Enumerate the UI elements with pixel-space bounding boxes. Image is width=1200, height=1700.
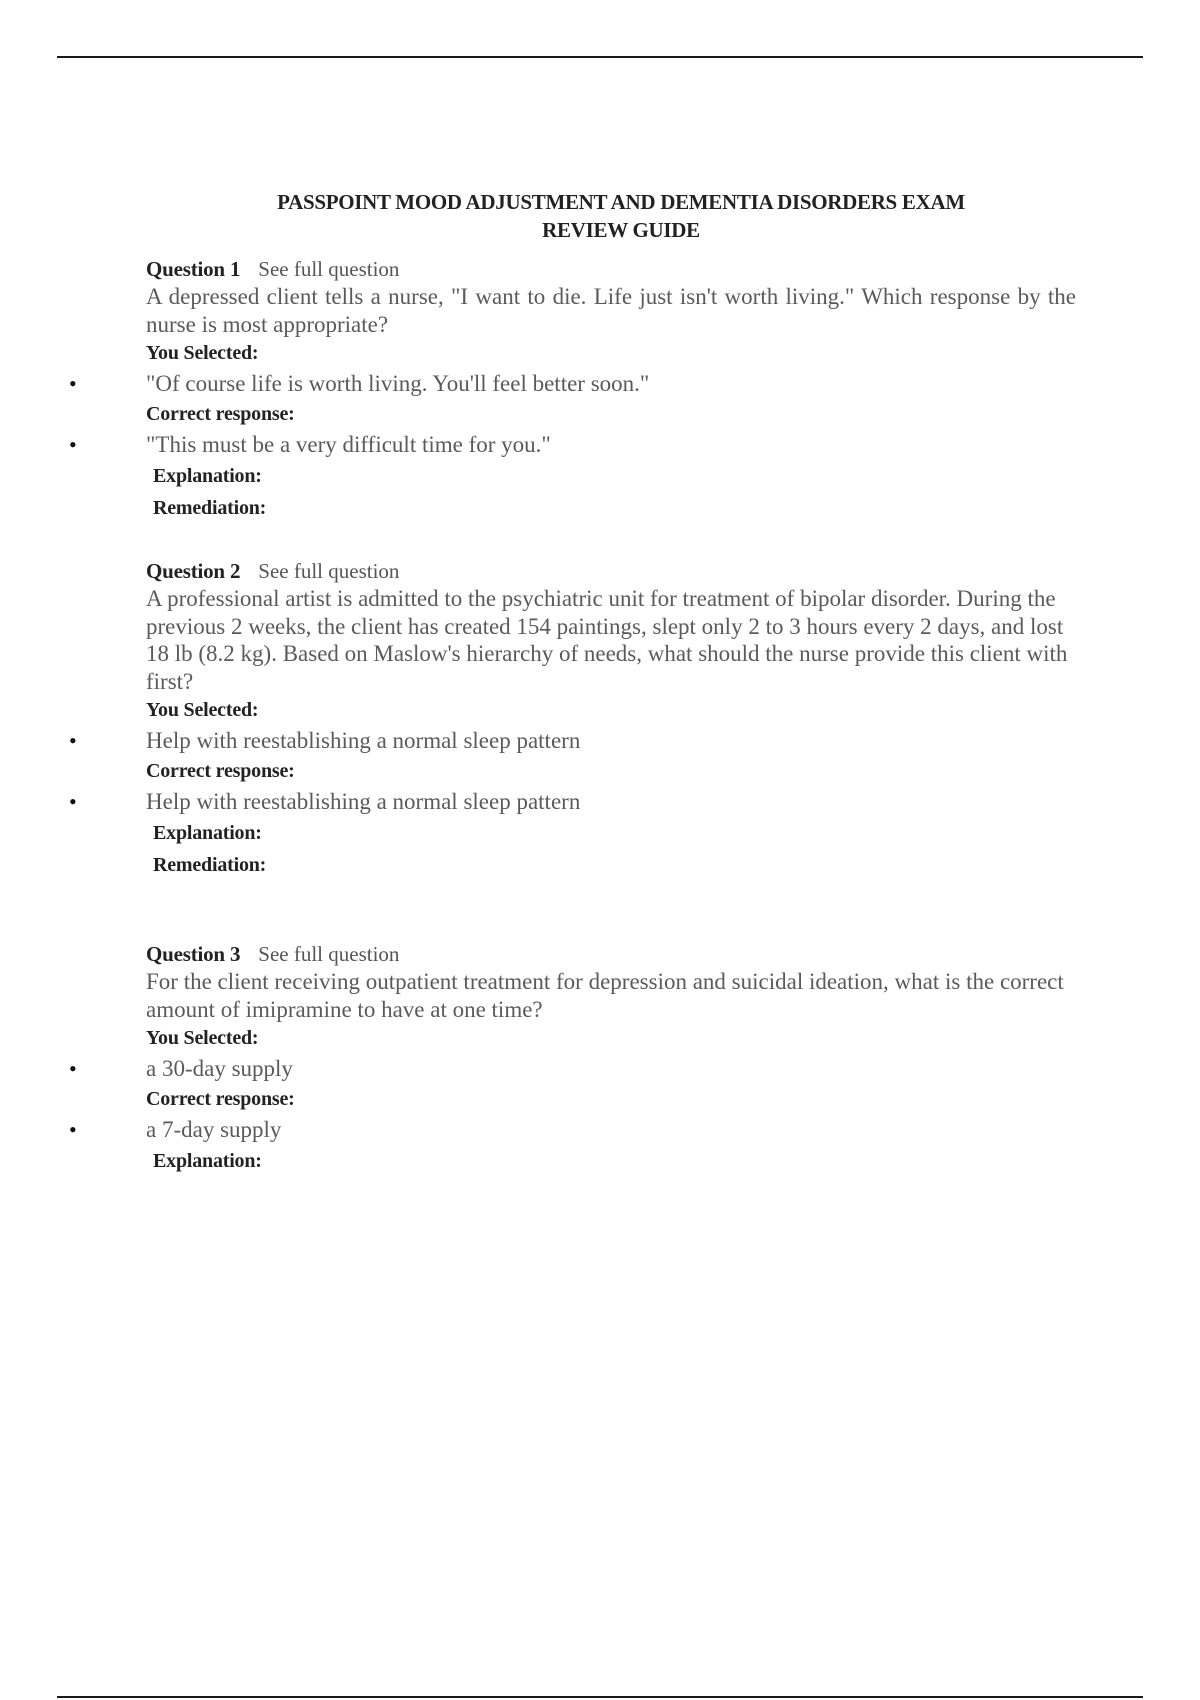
top-rule — [57, 56, 1143, 58]
you-selected-label: You Selected: — [146, 699, 259, 721]
correct-response-label: Correct response: — [146, 403, 295, 425]
question-stem: A depressed client tells a nurse, "I want to die. Life just isn't worth living." Which response by the nurse is most appropriate? — [146, 284, 1076, 337]
see-full-question-link[interactable]: See full question — [258, 559, 400, 583]
document-title — [146, 188, 1096, 244]
correct-answer-text: "This must be a very difficult time for you." — [146, 432, 551, 457]
correct-response-label: Correct response: — [146, 1088, 295, 1110]
see-full-question-link[interactable]: See full question — [258, 257, 400, 281]
question-2 — [69, 557, 1076, 881]
question-header — [146, 255, 1076, 283]
selected-answer-text: Help with reestablishing a normal sleep pattern — [146, 728, 581, 753]
remediation-label: Remediation: — [153, 854, 267, 876]
correct-answer — [69, 429, 1076, 460]
correct-response-label: Correct response: — [146, 760, 295, 782]
question-stem: A professional artist is admitted to the psychiatric unit for treatment of bipolar disorder. During the previous 2 weeks, the client has created 154 paintings, slept only 2 to 3 hours every 2 days, and lost 18 lb (8.2 kg). Based on Maslow's hierarchy of needs, what should the nurse provide this client with first? — [146, 586, 1068, 694]
explanation-label: Explanation: — [153, 822, 262, 844]
correct-answer — [69, 786, 1076, 817]
bullet-icon: • — [69, 1117, 77, 1142]
question-header — [146, 557, 1076, 585]
selected-answer-text: "Of course life is worth living. You'll feel better soon." — [146, 371, 650, 396]
question-number: Question 3 — [146, 942, 241, 966]
remediation-label: Remediation: — [153, 497, 267, 519]
explanation-label: Explanation: — [153, 1150, 262, 1172]
bullet-icon: • — [69, 789, 77, 814]
you-selected-label: You Selected: — [146, 342, 259, 364]
bottom-rule — [57, 1696, 1143, 1698]
correct-answer-text: a 7-day supply — [146, 1117, 282, 1142]
question-3 — [69, 940, 1076, 1177]
question-number: Question 1 — [146, 257, 241, 281]
selected-answer — [69, 1053, 1076, 1084]
question-stem: For the client receiving outpatient treatment for depression and suicidal ideation, what is the correct amount of imipramine to have at one time? — [146, 969, 1064, 1022]
selected-answer — [69, 725, 1076, 756]
title-line-2: REVIEW GUIDE — [542, 218, 700, 242]
question-1 — [69, 255, 1076, 524]
selected-answer-text: a 30-day supply — [146, 1056, 293, 1081]
see-full-question-link[interactable]: See full question — [258, 942, 400, 966]
bullet-icon: • — [69, 371, 77, 396]
selected-answer — [69, 368, 1076, 399]
bullet-icon: • — [69, 432, 77, 457]
bullet-icon: • — [69, 1056, 77, 1081]
bullet-icon: • — [69, 728, 77, 753]
title-line-1: PASSPOINT MOOD ADJUSTMENT AND DEMENTIA DISORDERS EXAM — [277, 190, 965, 214]
question-header — [146, 940, 1076, 968]
question-number: Question 2 — [146, 559, 241, 583]
you-selected-label: You Selected: — [146, 1027, 259, 1049]
correct-answer — [69, 1114, 1076, 1145]
explanation-label: Explanation: — [153, 465, 262, 487]
correct-answer-text: Help with reestablishing a normal sleep pattern — [146, 789, 581, 814]
